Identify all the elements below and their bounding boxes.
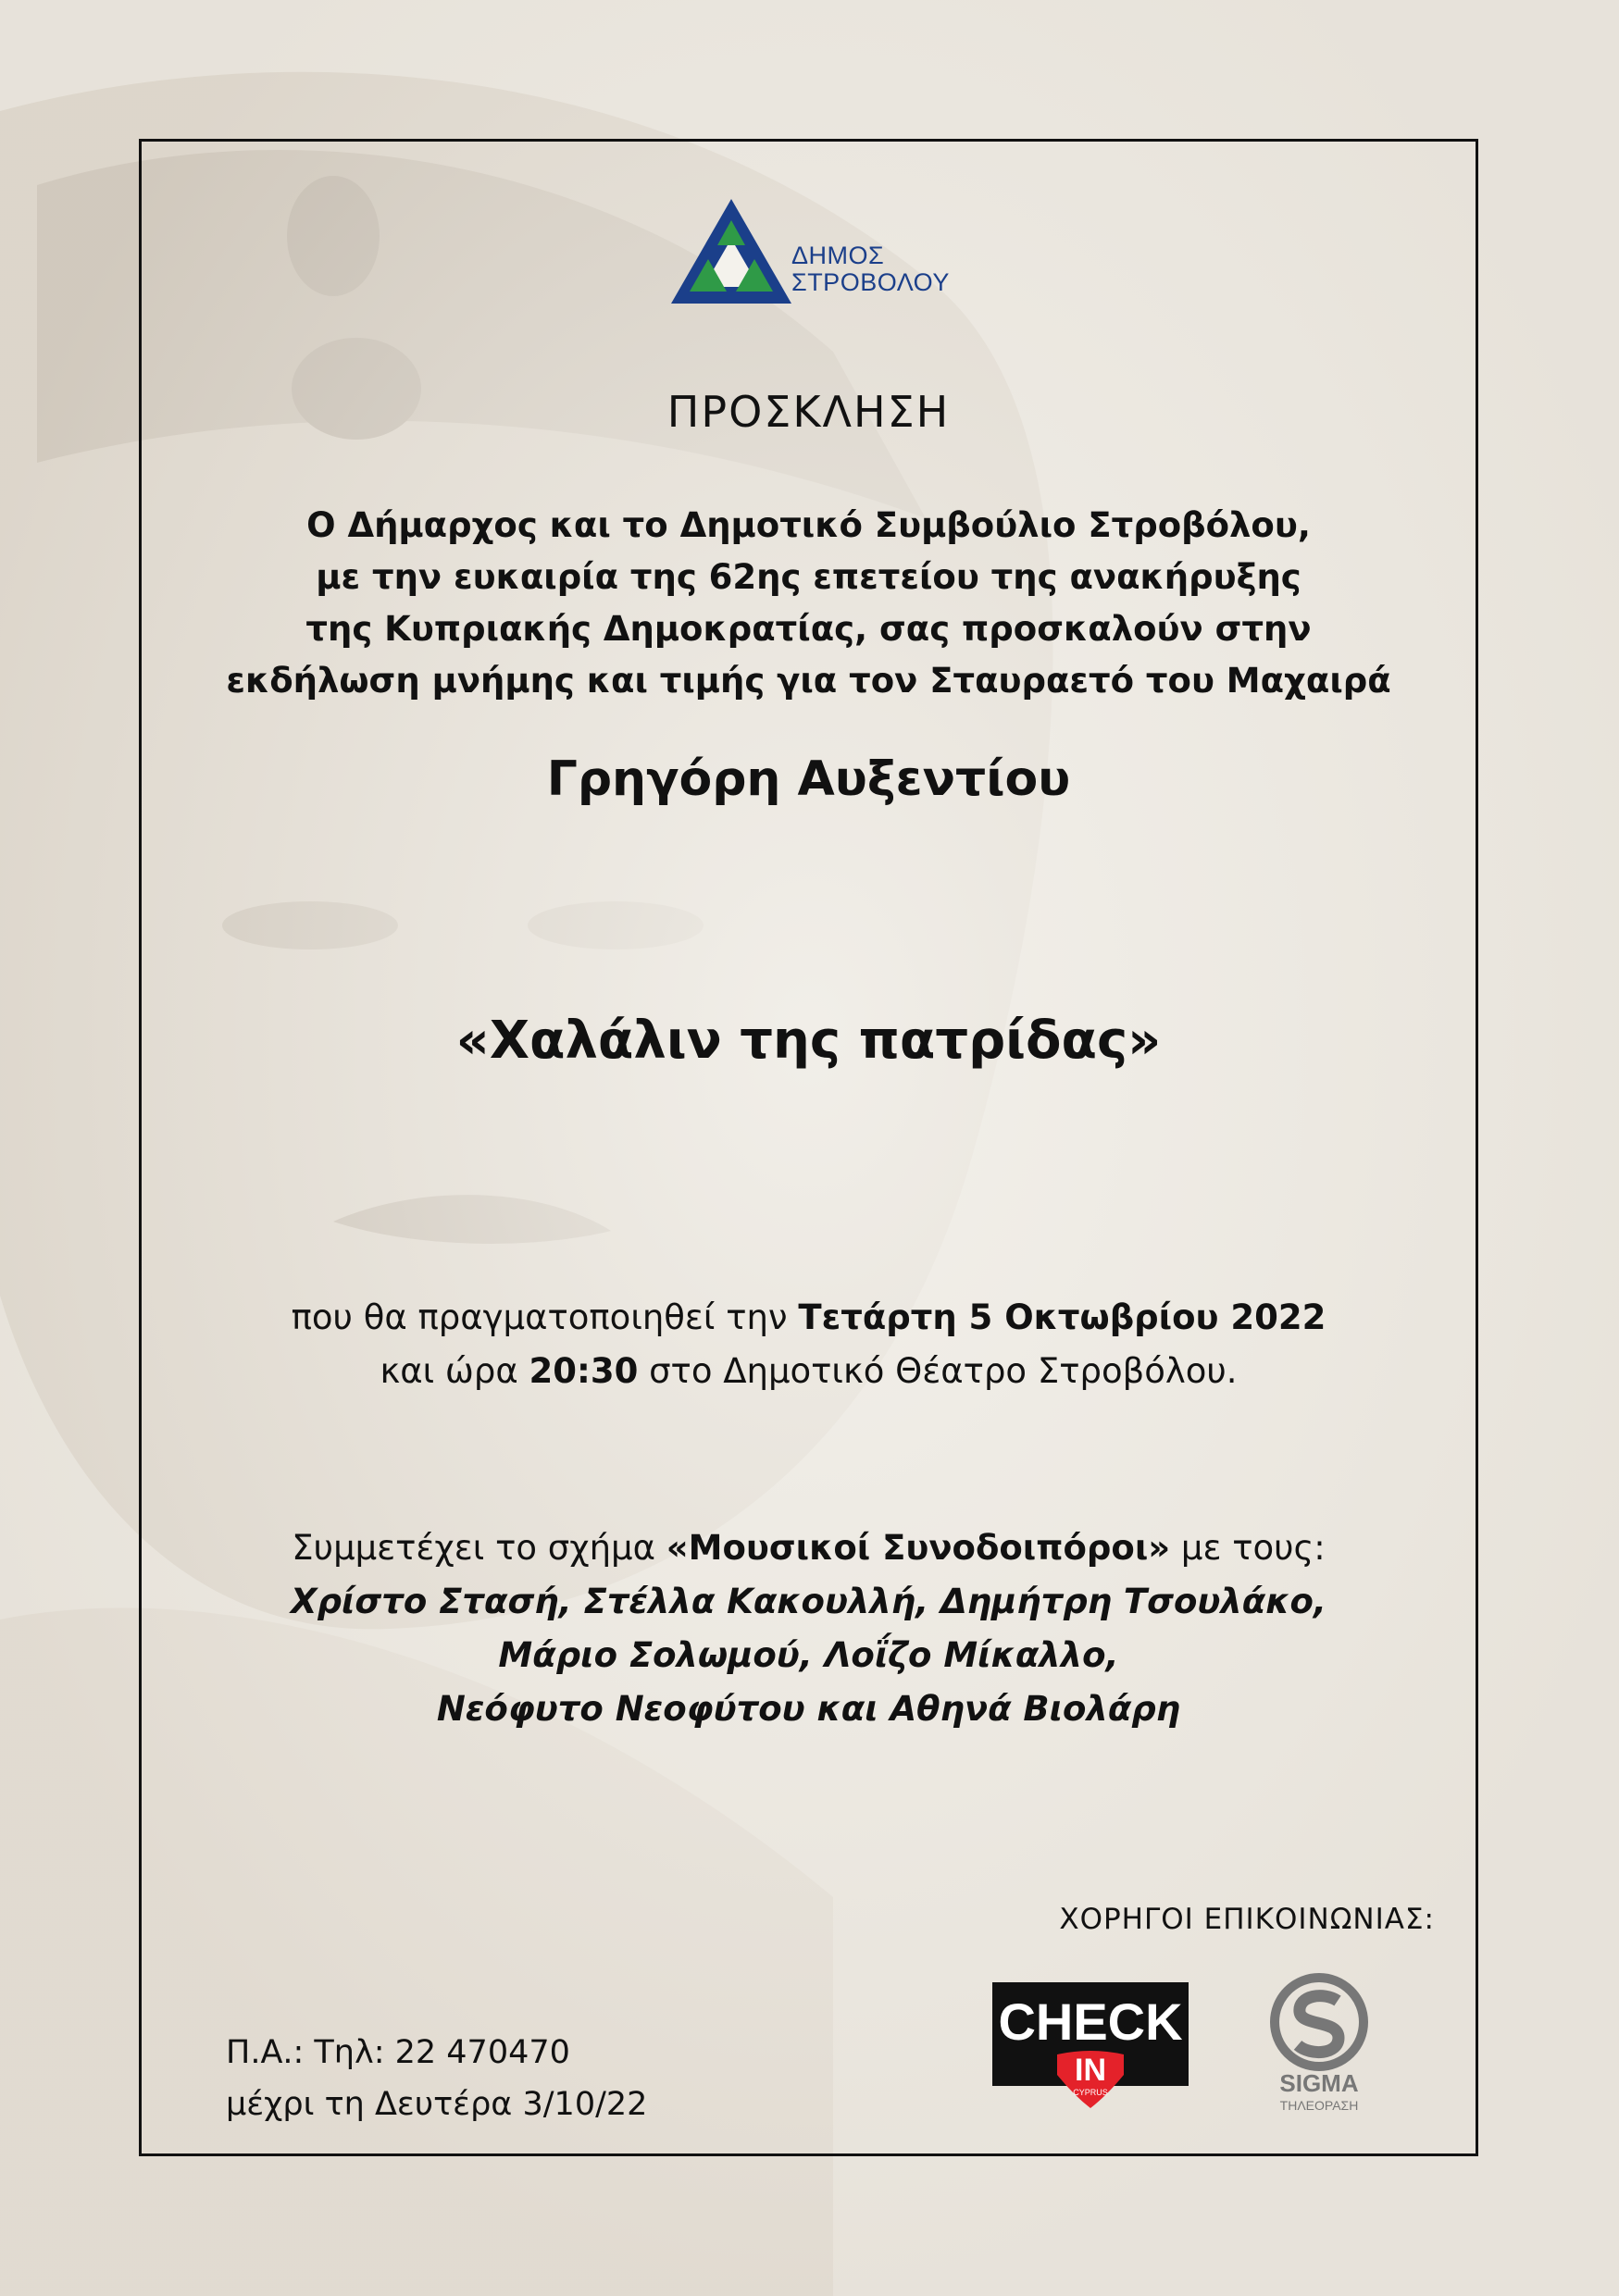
- in-word: IN: [1075, 2053, 1106, 2088]
- details-time-line: [139, 1345, 1478, 1398]
- event-details: [139, 1291, 1478, 1398]
- performer-names-line: Μάριο Σολωμού, Λοΐζο Μίκαλλο,: [498, 1635, 1119, 1675]
- time-prefix: και ώρα: [380, 1351, 529, 1391]
- performers-prefix: Συμμετέχει το σχήμα: [292, 1528, 666, 1568]
- logo-line-2: ΣΤΡΟΒΟΛΟΥ: [791, 268, 950, 296]
- details-prefix: που θα πραγματοποιηθεί την: [291, 1297, 799, 1337]
- intro-line: της Κυπριακής Δημοκρατίας, σας προσκαλούν στην: [305, 609, 1312, 649]
- invitation-title: ΠΡΟΣΚΛΗΣΗ: [666, 387, 951, 437]
- sponsors-label: ΧΟΡΗΓΟΙ ΕΠΙΚΟΙΝΩΝΙΑΣ:: [1059, 1903, 1435, 1936]
- intro-paragraph: [139, 500, 1478, 707]
- rsvp-phone: Π.Α.: Τηλ: 22 470470: [226, 2034, 570, 2071]
- intro-line: εκδήλωση μνήμης και τιμής για τον Σταυραετό του Μαχαιρά: [226, 661, 1391, 701]
- logo-line-1: ΔΗΜΟΣ: [791, 242, 885, 269]
- rsvp-contact: [226, 2027, 647, 2130]
- details-date-line: [139, 1291, 1478, 1345]
- sigma-tv-logo: [1259, 1971, 1379, 2119]
- intro-line: Ο Δήμαρχος και το Δημοτικό Συμβούλιο Στροβόλου,: [306, 505, 1311, 545]
- event-date: Τετάρτη 5 Οκτωβρίου 2022: [798, 1297, 1326, 1337]
- rsvp-deadline: μέχρι τη Δευτέρα 3/10/22: [226, 2086, 648, 2123]
- performers-section: [139, 1521, 1478, 1736]
- checkin-word: CHECK: [998, 1992, 1183, 2051]
- invitation-frame: [139, 139, 1478, 2156]
- checkin-cyprus-logo: [992, 1982, 1189, 2110]
- event-time: 20:30: [529, 1351, 639, 1391]
- performers-intro: [139, 1521, 1478, 1575]
- municipality-logo-text: [791, 242, 950, 296]
- cyprus-word: CYPRUS: [1073, 2088, 1108, 2097]
- performer-names-line: Νεόφυτο Νεοφύτου και Αθηνά Βιολάρη: [436, 1689, 1181, 1729]
- intro-line: με την ευκαιρία της 62ης επετείου της ανακήρυξης: [316, 557, 1301, 597]
- honoree-name: Γρηγόρη Αυξεντίου: [546, 751, 1071, 807]
- performer-names-line: Χρίστο Στασή, Στέλλα Κακουλλή, Δημήτρη Τσουλάκο,: [291, 1582, 1326, 1621]
- performers-suffix: με τους:: [1170, 1528, 1326, 1568]
- event-title: «Χαλάλιν της πατρίδας»: [455, 1011, 1162, 1071]
- sigma-subtitle: ΤΗΛΕΟΡΑΣΗ: [1279, 2098, 1359, 2113]
- venue-text: στο Δημοτικό Θέατρο Στροβόλου.: [638, 1351, 1238, 1391]
- sigma-word: SIGMA: [1279, 2069, 1359, 2097]
- performers-group: «Μουσικοί Συνοδοιπόροι»: [666, 1528, 1171, 1568]
